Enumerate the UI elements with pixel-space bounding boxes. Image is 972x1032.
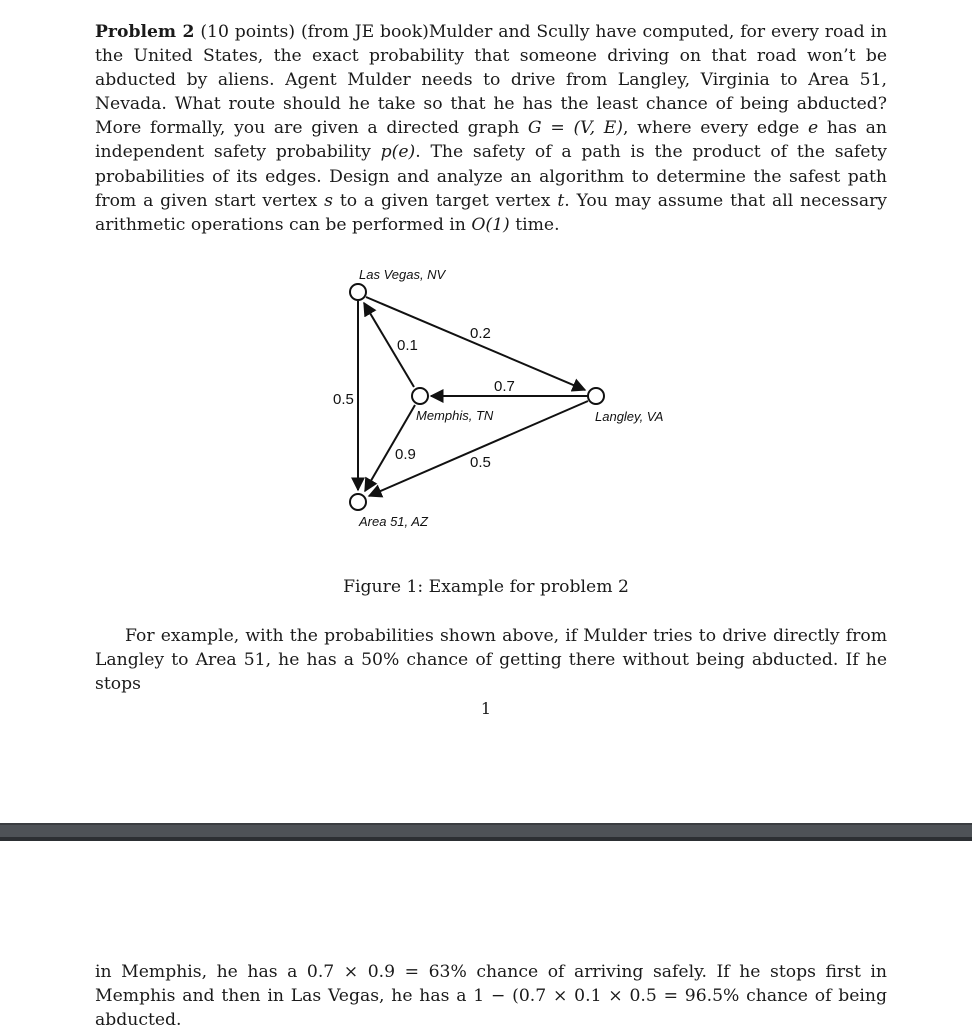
math-edge: e bbox=[807, 118, 819, 139]
example-paragraph: For example, with the probabilities shown above, if Mulder tries to drive directly from Langley to Area 51, he has a 50% chance of getting there without being abducted. If he stops bbox=[95, 626, 887, 695]
problem-text: , where every edge bbox=[623, 118, 808, 139]
figure-caption: Figure 1: Example for problem 2 bbox=[343, 577, 629, 597]
math-pe: p(e) bbox=[380, 142, 416, 163]
problem-text: . You may assume that all necessary arithmetic operations can be performed in bbox=[95, 190, 887, 235]
math-s: s bbox=[324, 190, 333, 211]
node-las-vegas bbox=[350, 284, 366, 300]
problem-text: (from JE book)Mulder and Scully have computed, for every road in the United States, the exact probability that someone driving on that road won’t be abducted by aliens. Agent Mulder needs to drive from Langley, Virginia to Area 51, Nevada. What route should he take so that he has the least chance of being abducted? More formally, you are given a directed graph bbox=[95, 22, 888, 139]
page-number: 1 bbox=[480, 699, 492, 718]
weight-lasvegas-langley: 0.2 bbox=[470, 325, 491, 342]
example-paragraph-continued: in Memphis, he has a 0.7 × 0.9 = 63% chance of arriving safely. If he stops first in Memphis and then in Las Vegas, he has a 1 − (0.7 × 0.1 × 0.5 = 96.5% chance of being abducted. bbox=[95, 962, 887, 1031]
node-memphis bbox=[412, 388, 428, 404]
problem-heading: Problem 2 bbox=[95, 22, 195, 42]
graph-diagram bbox=[320, 262, 680, 534]
node-area51 bbox=[350, 494, 366, 510]
problem-points: (10 points) bbox=[200, 22, 296, 42]
weight-memphis-area51: 0.9 bbox=[395, 446, 416, 463]
problem-text: time. bbox=[509, 214, 560, 235]
label-memphis: Memphis, TN bbox=[416, 408, 494, 423]
graph-figure bbox=[320, 262, 680, 534]
problem-text: . The safety of a path is the product of the safety probabilities of its edges. Design and analyze an algorithm to determine the safest path from a given start vertex bbox=[95, 142, 887, 211]
problem-text: has an independent safety probability bbox=[95, 118, 887, 163]
label-las-vegas: Las Vegas, NV bbox=[359, 267, 446, 282]
node-langley bbox=[588, 388, 604, 404]
problem-statement bbox=[95, 20, 887, 237]
weight-memphis-lasvegas: 0.1 bbox=[397, 337, 418, 354]
weight-lasvegas-area51: 0.5 bbox=[333, 391, 354, 408]
math-graph: G = (V, E) bbox=[527, 118, 623, 139]
problem-text: to a given target vertex bbox=[332, 190, 558, 211]
weight-langley-memphis: 0.7 bbox=[494, 378, 515, 395]
label-area51: Area 51, AZ bbox=[359, 514, 428, 529]
page-divider bbox=[0, 823, 972, 841]
weight-langley-area51: 0.5 bbox=[470, 454, 491, 471]
label-langley: Langley, VA bbox=[595, 409, 664, 424]
math-o1: O(1) bbox=[471, 214, 510, 235]
math-t: t bbox=[557, 190, 565, 211]
